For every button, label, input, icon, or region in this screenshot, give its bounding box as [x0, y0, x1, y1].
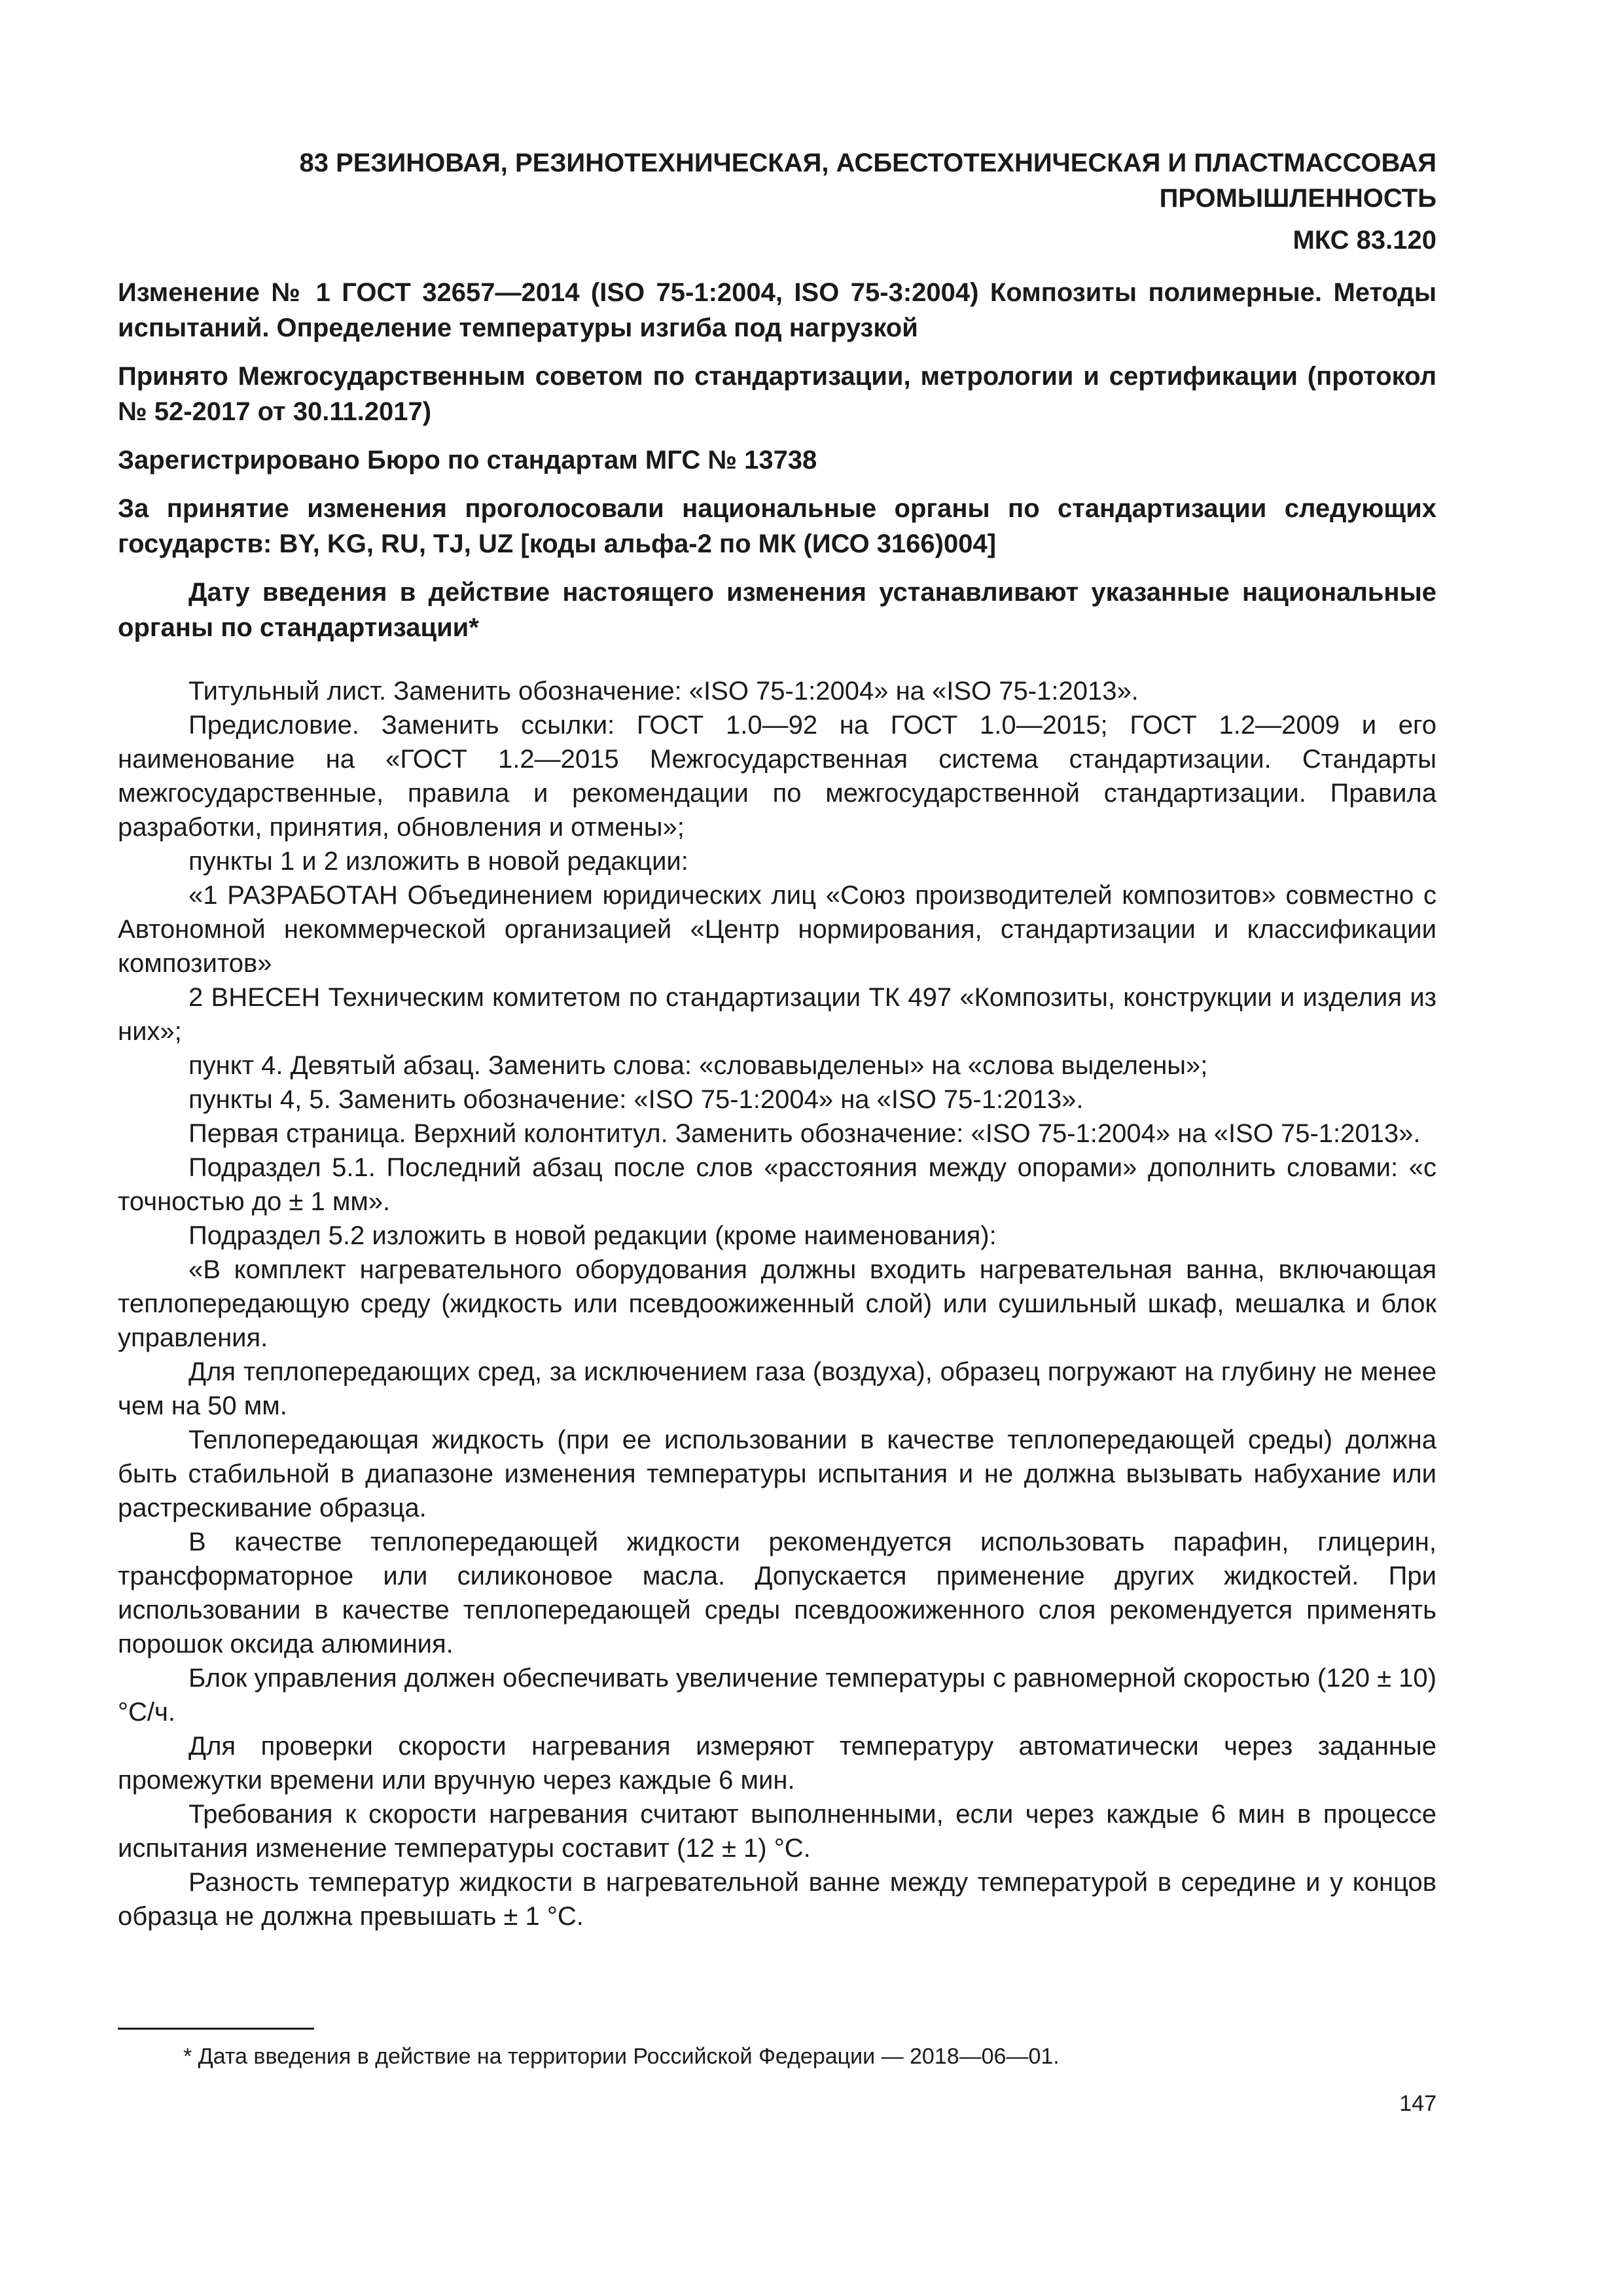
body-paragraph: пункты 1 и 2 изложить в новой редакции: — [188, 847, 688, 876]
footnote-divider — [118, 2028, 314, 2030]
page-number: 147 — [1399, 2091, 1436, 2116]
body-paragraph: Подраздел 5.1. Последний абзац после слов «расстояния между опорами» дополнить словами: «с точностью до ± 1 мм». — [118, 1153, 1436, 1216]
body-paragraph: Предисловие. Заменить ссылки: ГОСТ 1.0—92 на ГОСТ 1.0—2015; ГОСТ 1.2—2009 и его наименование на «ГОСТ 1.2—2015 Межгосударственная система стандартизации. Стандарты межгосударственные, правила и рекомендации по межгосударственной стандартизации. Правила разработки, принятия, обновления и отмены»; — [118, 711, 1436, 842]
voting-statement: За принятие изменения проголосовали национальные органы по стандартизации следующих государств: BY, KG, RU, TJ, UZ [коды альфа-2 по МК (ИСО 3166)004] — [118, 494, 1436, 558]
amendment-header — [118, 275, 1436, 658]
body-paragraph: В качестве теплопередающей жидкости рекомендуется использовать парафин, глицерин, трансформаторное или силиконовое масла. Допускается применение других жидкостей. При использовании в качестве теплопередающей среды псевдоожиженного слоя рекомендуется применять порошок оксида алюминия. — [118, 1528, 1436, 1659]
document-page — [118, 0, 1436, 2296]
section-title: 83 РЕЗИНОВАЯ, РЕЗИНОТЕХНИЧЕСКАЯ, АСБЕСТОТЕХНИЧЕСКАЯ И ПЛАСТМАССОВАЯ ПРОМЫШЛЕННОСТЬ — [299, 149, 1436, 213]
body-paragraph: Для проверки скорости нагревания измеряют температуру автоматически через заданные промежутки времени или вручную через каждые 6 мин. — [118, 1732, 1436, 1795]
effective-date-statement: Дату введения в действие настоящего изменения устанавливают указанные национальные органы по стандартизации* — [118, 578, 1436, 642]
body-paragraph: Теплопередающая жидкость (при ее использовании в качестве теплопередающей среды) должна быть стабильной в диапазоне изменения температуры испытания и не должна вызывать набухание или растрескивание образца. — [118, 1426, 1436, 1522]
body-paragraph: «1 РАЗРАБОТАН Объединением юридических лиц «Союз производителей композитов» совместно с Автономной некоммерческой организацией «Центр нормирования, стандартизации и классификации композитов» — [118, 881, 1436, 978]
footnote: * Дата введения в действие на территории Российской Федерации — 2018—06—01. — [183, 2044, 1060, 2069]
body-paragraph: Первая страница. Верхний колонтитул. Заменить обозначение: «ISO 75-1:2004» на «ISO 75-1:2013». — [188, 1119, 1421, 1148]
body-paragraph: Титульный лист. Заменить обозначение: «ISO 75-1:2004» на «ISO 75-1:2013». — [188, 677, 1139, 706]
amendment-body — [118, 674, 1436, 1933]
body-paragraph: 2 ВНЕСЕН Техническим комитетом по стандартизации ТК 497 «Композиты, конструкции и изделия из них»; — [118, 983, 1436, 1046]
body-paragraph: Блок управления должен обеспечивать увеличение температуры с равномерной скоростью (120 ± 10) °С/ч. — [118, 1664, 1436, 1727]
body-paragraph: Разность температур жидкости в нагревательной ванне между температурой в середине и у концов образца не должна превышать ± 1 °С. — [118, 1868, 1436, 1931]
mks-code: МКС 83.120 — [1293, 226, 1436, 255]
body-paragraph: пункт 4. Девятый абзац. Заменить слова: «словавыделены» на «слова выделены»; — [188, 1051, 1208, 1080]
body-paragraph: Для теплопередающих сред, за исключением газа (воздуха), образец погружают на глубину не менее чем на 50 мм. — [118, 1357, 1436, 1420]
amendment-title: Изменение № 1 ГОСТ 32657—2014 (ISO 75-1:2004, ISO 75-3:2004) Композиты полимерные. Методы испытаний. Определение температуры изгиба под нагрузкой — [118, 278, 1436, 342]
adopted-statement: Принято Межгосударственным советом по стандартизации, метрологии и сертификации (протокол № 52-2017 от 30.11.2017) — [118, 362, 1436, 426]
body-paragraph: «В комплект нагревательного оборудования должны входить нагревательная ванна, включающая теплопередающую среду (жидкость или псевдоожиженный слой) или сушильный шкаф, мешалка и блок управления. — [118, 1255, 1436, 1352]
registration-statement: Зарегистрировано Бюро по стандартам МГС № 13738 — [118, 446, 817, 475]
body-paragraph: Подраздел 5.2 изложить в новой редакции (кроме наименования): — [188, 1221, 997, 1250]
body-paragraph: пункты 4, 5. Заменить обозначение: «ISO 75-1:2004» на «ISO 75-1:2013». — [188, 1085, 1084, 1114]
body-paragraph: Требования к скорости нагревания считают выполненными, если через каждые 6 мин в процессе испытания изменение температуры составит (12 ± 1) °С. — [118, 1800, 1436, 1863]
